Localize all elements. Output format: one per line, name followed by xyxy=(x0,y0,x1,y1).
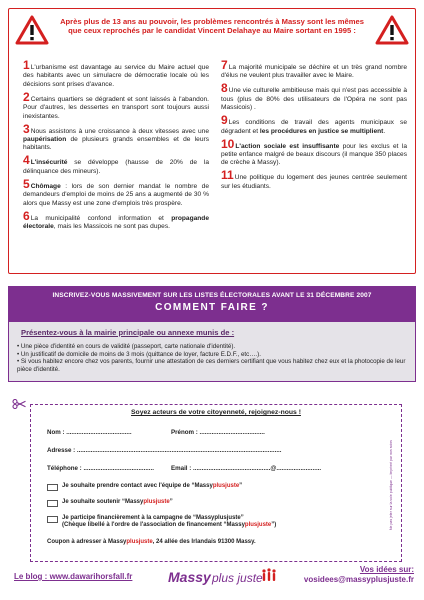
points-left-column xyxy=(23,58,209,235)
point-2: 2Certains quartiers se dégradent et sont laissés à l'abandon. Pour d'autres, les dessertes en transport sont toujours aussi inexistantes. xyxy=(23,89,209,120)
point-5: 5Chômage : lors de son dernier mandat le nombre de demandeurs d'emploi de moins de 25 ans a augmenté de 30 % alors que Massy est une zone d'emplois très prospère. xyxy=(23,176,209,207)
ideas-contact xyxy=(304,565,414,584)
banner-line-1: INSCRIVEZ-VOUS MASSIVEMENT SUR LES LISTES ÉLECTORALES AVANT LE 31 DÉCEMBRE 2007 xyxy=(52,292,372,299)
ideas-email-link[interactable]: vosidees@massyplusjuste.fr xyxy=(303,575,414,584)
warning-triangle-icon xyxy=(15,15,49,45)
svg-text:plus juste: plus juste xyxy=(212,571,263,585)
mailing-address: Coupon à adresser à Massyplusjuste, 24 allée des Irlandais 91300 Massy. xyxy=(47,539,256,545)
side-legal-text: Ne pas jeter sur la voie publique — Imprimé par nos soins xyxy=(389,440,393,530)
coupon-title: Soyez acteurs de votre citoyenneté, rejoignez-nous ! xyxy=(131,409,301,416)
requirement-item: • Une pièce d'identité en cours de validité (passeport, carte nationale d'identité). xyxy=(17,343,236,350)
warning-triangle-icon xyxy=(375,15,409,45)
point-9: 9Les conditions de travail des agents municipaux se dégradent et les procédures en justice se multiplient. xyxy=(221,113,407,135)
point-11: 11Une politique du logement des jeunes centrée seulement sur les étudiants. xyxy=(221,168,407,190)
contact-team-option[interactable]: Je souhaite prendre contact avec l'équipe de “Massyplusjuste” xyxy=(47,483,242,491)
requirement-item: • Un justificatif de domicile de moins de 3 mois (quittance de loyer, facture E.D.F., etc….). xyxy=(17,350,261,358)
point-3: 3Nous assistons à une croissance à deux vitesses avec une paupérisation de plusieurs grands ensembles et de leurs habitants. xyxy=(23,121,209,152)
point-8: 8Une vie culturelle ambitieuse mais qui n'est pas accessible à tous (plus de 80% des utilisateurs de l'Opéra ne sont pas Massicois) . xyxy=(221,81,407,112)
contact-team-checkbox[interactable] xyxy=(47,484,58,491)
blog-link[interactable] xyxy=(14,572,132,581)
requirements-title: Présentez-vous à la mairie principale ou annexe munis de : xyxy=(21,328,235,337)
requirements-list xyxy=(17,343,407,373)
headline: Après plus de 13 ans au pouvoir, les problèmes rencontrés à Massy sont les mêmes que ceux reprochés par le candidat Vincent Delahaye au Maire sortant en 1995 : xyxy=(60,17,364,36)
support-option[interactable]: Je souhaite soutenir “Massyplusjuste” xyxy=(47,499,173,507)
banner-line-2: COMMENT FAIRE ? xyxy=(155,302,269,313)
blog-url[interactable]: www.dawarihorsfall.fr xyxy=(49,572,133,581)
registration-banner xyxy=(8,286,416,322)
point-7: 7La majorité municipale se déchire et un très grand nombre d'élus ne veulent plus travailler avec le Maire. xyxy=(221,58,407,80)
svg-text:Massy: Massy xyxy=(168,569,211,585)
point-6: 6La municipalité confond information et propagande électorale, mais les Massicois ne sont pas dupes. xyxy=(23,208,209,231)
blog-label: Le blog : xyxy=(14,572,50,581)
name-field[interactable]: Nom : ...................................... xyxy=(47,429,132,436)
donate-checkbox[interactable] xyxy=(47,516,58,523)
points-columns xyxy=(23,58,407,235)
requirement-item: • Si vous habitez encore chez vos parents, fournir une attestation de ces derniers certifiant que vous habitez chez eux et la photocopie de leur pièce d'identité. xyxy=(17,358,406,373)
point-1: 1L'urbanisme est davantage au service du Maire actuel que des habitants avec un simulacre de démocratie locale où les décisions sont prises d'avance. xyxy=(23,58,209,88)
membership-coupon xyxy=(30,404,402,562)
email-field[interactable]: Email : .............................................@.......................... xyxy=(171,465,322,472)
address-field[interactable]: Adresse : ....................................................................................................................... xyxy=(47,447,282,454)
donate-option[interactable]: Je participe financièrement à la campagne de “Massyplusjuste” (Chèque libellé à l'ordre de l'association de financement “Massyplusjuste”) xyxy=(47,515,276,530)
massy-plus-juste-logo xyxy=(166,563,278,589)
scissors-icon xyxy=(12,399,26,409)
point-10: 10L'action sociale est insuffisante pour les exclus et la petite enfance malgré de beaux discours (il manque 350 places de crèche à Massy). xyxy=(221,136,407,167)
firstname-field[interactable]: Prénom : ...................................... xyxy=(171,429,265,436)
phone-field[interactable]: Téléphone : ......................................... xyxy=(47,465,154,472)
points-right-column xyxy=(221,58,407,235)
grievances-box xyxy=(8,8,416,274)
point-4: 4L'insécurité se développe (hausse de 20% de la délinquance des mineurs). xyxy=(23,153,209,175)
support-checkbox[interactable] xyxy=(47,500,58,507)
ideas-title: Vos idées sur: xyxy=(359,565,414,574)
requirements-panel xyxy=(8,322,416,382)
